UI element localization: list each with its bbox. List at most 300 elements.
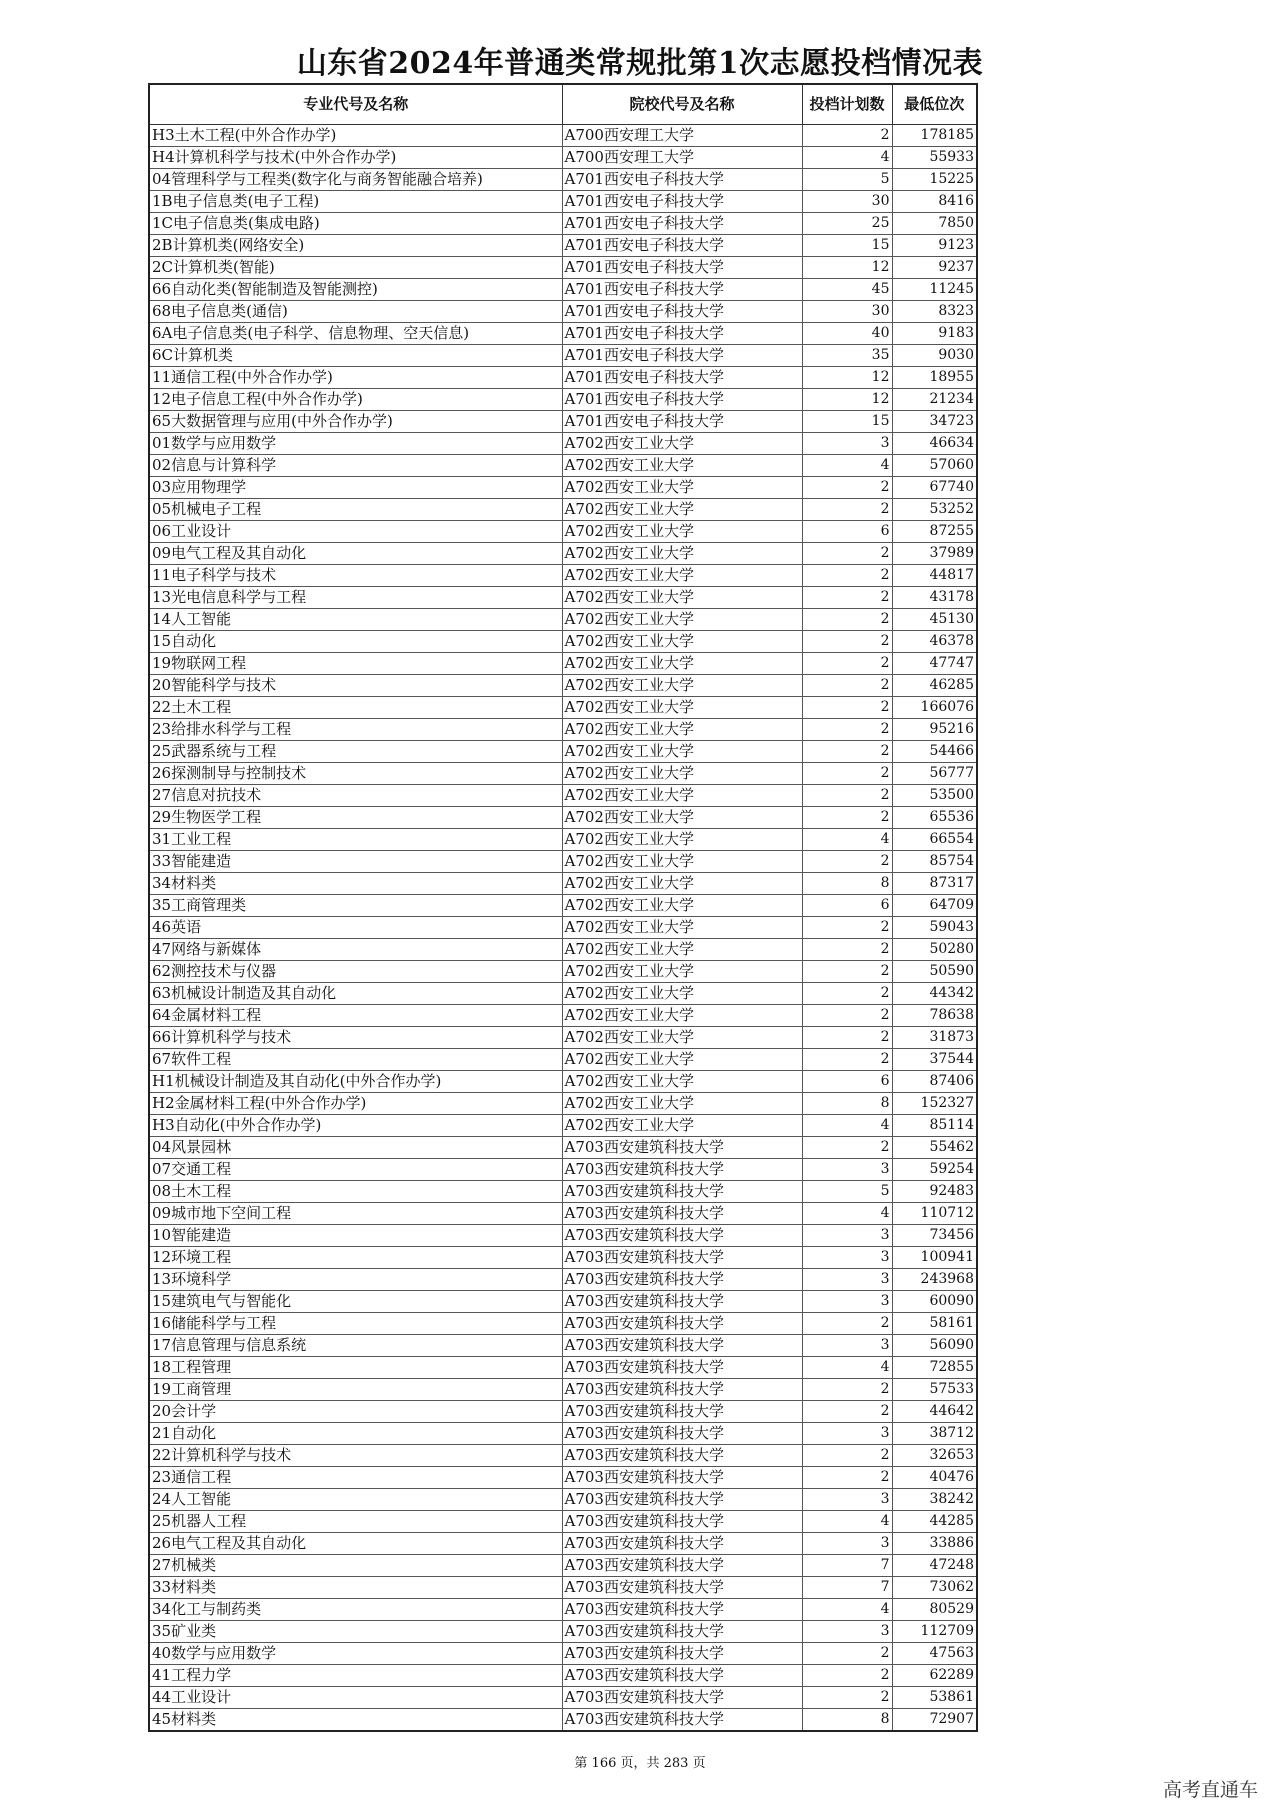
- plan-count-cell: 3: [802, 1423, 892, 1445]
- min-rank-cell: 73062: [892, 1577, 977, 1599]
- table-row: [149, 719, 977, 741]
- plan-count-cell: 8: [802, 1709, 892, 1732]
- major-cell: 33智能建造: [149, 851, 562, 873]
- school-cell: A702西安工业大学: [562, 1115, 802, 1137]
- min-rank-cell: 43178: [892, 587, 977, 609]
- header-plan: 投档计划数: [802, 84, 892, 125]
- school-cell: A702西安工业大学: [562, 477, 802, 499]
- plan-count-cell: 2: [802, 961, 892, 983]
- min-rank-cell: 87406: [892, 1071, 977, 1093]
- major-cell: 21自动化: [149, 1423, 562, 1445]
- min-rank-cell: 9237: [892, 257, 977, 279]
- school-cell: A702西安工业大学: [562, 499, 802, 521]
- plan-count-cell: 12: [802, 367, 892, 389]
- table-row: [149, 1313, 977, 1335]
- table-row: [149, 279, 977, 301]
- table-row: [149, 587, 977, 609]
- min-rank-cell: 53252: [892, 499, 977, 521]
- plan-count-cell: 4: [802, 147, 892, 169]
- min-rank-cell: 11245: [892, 279, 977, 301]
- major-cell: 11电子科学与技术: [149, 565, 562, 587]
- min-rank-cell: 44342: [892, 983, 977, 1005]
- major-cell: 67软件工程: [149, 1049, 562, 1071]
- min-rank-cell: 38242: [892, 1489, 977, 1511]
- major-cell: 06工业设计: [149, 521, 562, 543]
- major-cell: 62测控技术与仪器: [149, 961, 562, 983]
- min-rank-cell: 87317: [892, 873, 977, 895]
- min-rank-cell: 34723: [892, 411, 977, 433]
- table-row: [149, 565, 977, 587]
- plan-count-cell: 6: [802, 521, 892, 543]
- table-row: [149, 1621, 977, 1643]
- plan-count-cell: 3: [802, 1335, 892, 1357]
- school-cell: A702西安工业大学: [562, 719, 802, 741]
- min-rank-cell: 55462: [892, 1137, 977, 1159]
- plan-count-cell: 4: [802, 1357, 892, 1379]
- plan-count-cell: 2: [802, 587, 892, 609]
- plan-count-cell: 2: [802, 543, 892, 565]
- table-row: [149, 389, 977, 411]
- major-cell: 25武器系统与工程: [149, 741, 562, 763]
- major-cell: 10智能建造: [149, 1225, 562, 1247]
- major-cell: 23通信工程: [149, 1467, 562, 1489]
- school-cell: A702西安工业大学: [562, 983, 802, 1005]
- table-row: [149, 785, 977, 807]
- school-cell: A703西安建筑科技大学: [562, 1577, 802, 1599]
- major-cell: 25机器人工程: [149, 1511, 562, 1533]
- plan-count-cell: 2: [802, 477, 892, 499]
- major-cell: 27机械类: [149, 1555, 562, 1577]
- school-cell: A703西安建筑科技大学: [562, 1709, 802, 1732]
- school-cell: A702西安工业大学: [562, 785, 802, 807]
- major-cell: 09电气工程及其自动化: [149, 543, 562, 565]
- school-cell: A703西安建筑科技大学: [562, 1379, 802, 1401]
- min-rank-cell: 46378: [892, 631, 977, 653]
- school-cell: A701西安电子科技大学: [562, 257, 802, 279]
- table-row: [149, 763, 977, 785]
- plan-count-cell: 2: [802, 807, 892, 829]
- min-rank-cell: 64709: [892, 895, 977, 917]
- min-rank-cell: 44642: [892, 1401, 977, 1423]
- school-cell: A702西安工业大学: [562, 433, 802, 455]
- table-row: [149, 367, 977, 389]
- plan-count-cell: 3: [802, 1533, 892, 1555]
- min-rank-cell: 53861: [892, 1687, 977, 1709]
- min-rank-cell: 166076: [892, 697, 977, 719]
- min-rank-cell: 58161: [892, 1313, 977, 1335]
- school-cell: A702西安工业大学: [562, 807, 802, 829]
- school-cell: A701西安电子科技大学: [562, 411, 802, 433]
- plan-count-cell: 6: [802, 1071, 892, 1093]
- school-cell: A702西安工业大学: [562, 1071, 802, 1093]
- plan-count-cell: 2: [802, 1049, 892, 1071]
- plan-count-cell: 2: [802, 1137, 892, 1159]
- plan-count-cell: 35: [802, 345, 892, 367]
- table-row: [149, 609, 977, 631]
- table-row: [149, 257, 977, 279]
- table-row: [149, 983, 977, 1005]
- plan-count-cell: 3: [802, 1159, 892, 1181]
- school-cell: A702西安工业大学: [562, 631, 802, 653]
- table-row: [149, 675, 977, 697]
- table-row: [149, 939, 977, 961]
- table-row: [149, 1577, 977, 1599]
- table-row: [149, 1643, 977, 1665]
- table-row: [149, 411, 977, 433]
- school-cell: A700西安理工大学: [562, 147, 802, 169]
- plan-count-cell: 4: [802, 1599, 892, 1621]
- plan-count-cell: 5: [802, 169, 892, 191]
- table-row: [149, 1181, 977, 1203]
- school-cell: A702西安工业大学: [562, 873, 802, 895]
- min-rank-cell: 55933: [892, 147, 977, 169]
- school-cell: A703西安建筑科技大学: [562, 1159, 802, 1181]
- major-cell: 68电子信息类(通信): [149, 301, 562, 323]
- major-cell: 04管理科学与工程类(数字化与商务智能融合培养): [149, 169, 562, 191]
- min-rank-cell: 62289: [892, 1665, 977, 1687]
- plan-count-cell: 25: [802, 213, 892, 235]
- school-cell: A702西安工业大学: [562, 851, 802, 873]
- min-rank-cell: 85114: [892, 1115, 977, 1137]
- school-cell: A703西安建筑科技大学: [562, 1555, 802, 1577]
- plan-count-cell: 4: [802, 1115, 892, 1137]
- major-cell: 1B电子信息类(电子工程): [149, 191, 562, 213]
- major-cell: 14人工智能: [149, 609, 562, 631]
- table-row: [149, 1137, 977, 1159]
- school-cell: A703西安建筑科技大学: [562, 1225, 802, 1247]
- min-rank-cell: 47747: [892, 653, 977, 675]
- table-row: [149, 477, 977, 499]
- plan-count-cell: 15: [802, 235, 892, 257]
- school-cell: A700西安理工大学: [562, 125, 802, 147]
- plan-count-cell: 2: [802, 1665, 892, 1687]
- plan-count-cell: 2: [802, 1005, 892, 1027]
- major-cell: 40数学与应用数学: [149, 1643, 562, 1665]
- min-rank-cell: 85754: [892, 851, 977, 873]
- min-rank-cell: 67740: [892, 477, 977, 499]
- table-row: [149, 543, 977, 565]
- min-rank-cell: 8323: [892, 301, 977, 323]
- plan-count-cell: 2: [802, 917, 892, 939]
- min-rank-cell: 80529: [892, 1599, 977, 1621]
- min-rank-cell: 95216: [892, 719, 977, 741]
- plan-count-cell: 2: [802, 609, 892, 631]
- major-cell: H3土木工程(中外合作办学): [149, 125, 562, 147]
- page-number: 第 166 页，共 283 页: [574, 1756, 706, 1771]
- table-row: [149, 1445, 977, 1467]
- major-cell: 15建筑电气与智能化: [149, 1291, 562, 1313]
- min-rank-cell: 47563: [892, 1643, 977, 1665]
- min-rank-cell: 9123: [892, 235, 977, 257]
- major-cell: 08土木工程: [149, 1181, 562, 1203]
- major-cell: 34材料类: [149, 873, 562, 895]
- table-row: [149, 499, 977, 521]
- school-cell: A701西安电子科技大学: [562, 389, 802, 411]
- min-rank-cell: 7850: [892, 213, 977, 235]
- min-rank-cell: 56777: [892, 763, 977, 785]
- school-cell: A701西安电子科技大学: [562, 235, 802, 257]
- school-cell: A703西安建筑科技大学: [562, 1401, 802, 1423]
- table-row: [149, 1467, 977, 1489]
- major-cell: 09城市地下空间工程: [149, 1203, 562, 1225]
- plan-count-cell: 3: [802, 1291, 892, 1313]
- table-row: [149, 697, 977, 719]
- school-cell: A703西安建筑科技大学: [562, 1511, 802, 1533]
- min-rank-cell: 59043: [892, 917, 977, 939]
- plan-count-cell: 30: [802, 301, 892, 323]
- school-cell: A702西安工业大学: [562, 587, 802, 609]
- major-cell: 34化工与制药类: [149, 1599, 562, 1621]
- min-rank-cell: 65536: [892, 807, 977, 829]
- plan-count-cell: 3: [802, 1489, 892, 1511]
- plan-count-cell: 8: [802, 873, 892, 895]
- school-cell: A701西安电子科技大学: [562, 191, 802, 213]
- major-cell: 33材料类: [149, 1577, 562, 1599]
- min-rank-cell: 9030: [892, 345, 977, 367]
- school-cell: A701西安电子科技大学: [562, 213, 802, 235]
- major-cell: 6C计算机类: [149, 345, 562, 367]
- min-rank-cell: 59254: [892, 1159, 977, 1181]
- min-rank-cell: 44817: [892, 565, 977, 587]
- table-row: [149, 1247, 977, 1269]
- major-cell: H4计算机科学与技术(中外合作办学): [149, 147, 562, 169]
- school-cell: A701西安电子科技大学: [562, 323, 802, 345]
- plan-count-cell: 4: [802, 1203, 892, 1225]
- plan-count-cell: 2: [802, 741, 892, 763]
- min-rank-cell: 73456: [892, 1225, 977, 1247]
- min-rank-cell: 47248: [892, 1555, 977, 1577]
- table-row: [149, 1225, 977, 1247]
- school-cell: A702西安工业大学: [562, 1005, 802, 1027]
- plan-count-cell: 3: [802, 1225, 892, 1247]
- major-cell: 07交通工程: [149, 1159, 562, 1181]
- plan-count-cell: 2: [802, 1467, 892, 1489]
- plan-count-cell: 2: [802, 565, 892, 587]
- table-row: [149, 1665, 977, 1687]
- major-cell: H1机械设计制造及其自动化(中外合作办学): [149, 1071, 562, 1093]
- min-rank-cell: 21234: [892, 389, 977, 411]
- table-row: [149, 1203, 977, 1225]
- school-cell: A702西安工业大学: [562, 521, 802, 543]
- plan-count-cell: 2: [802, 1379, 892, 1401]
- major-cell: 66计算机科学与技术: [149, 1027, 562, 1049]
- table-row: [149, 301, 977, 323]
- plan-count-cell: 15: [802, 411, 892, 433]
- table-row: [149, 895, 977, 917]
- table-row: [149, 961, 977, 983]
- major-cell: 35工商管理类: [149, 895, 562, 917]
- plan-count-cell: 3: [802, 433, 892, 455]
- table-row: [149, 1555, 977, 1577]
- major-cell: 11通信工程(中外合作办学): [149, 367, 562, 389]
- min-rank-cell: 15225: [892, 169, 977, 191]
- plan-count-cell: 2: [802, 939, 892, 961]
- min-rank-cell: 87255: [892, 521, 977, 543]
- min-rank-cell: 37544: [892, 1049, 977, 1071]
- school-cell: A703西安建筑科技大学: [562, 1247, 802, 1269]
- school-cell: A703西安建筑科技大学: [562, 1357, 802, 1379]
- table-row: [149, 1401, 977, 1423]
- header-min-rank: 最低位次: [892, 84, 977, 125]
- table-row: [149, 1027, 977, 1049]
- min-rank-cell: 100941: [892, 1247, 977, 1269]
- major-cell: 17信息管理与信息系统: [149, 1335, 562, 1357]
- major-cell: 05机械电子工程: [149, 499, 562, 521]
- major-cell: 02信息与计算科学: [149, 455, 562, 477]
- major-cell: 46英语: [149, 917, 562, 939]
- school-cell: A702西安工业大学: [562, 1049, 802, 1071]
- major-cell: 2B计算机类(网络安全): [149, 235, 562, 257]
- min-rank-cell: 9183: [892, 323, 977, 345]
- major-cell: 13光电信息科学与工程: [149, 587, 562, 609]
- major-cell: 20会计学: [149, 1401, 562, 1423]
- major-cell: H3自动化(中外合作办学): [149, 1115, 562, 1137]
- table-row: [149, 1115, 977, 1137]
- major-cell: 26电气工程及其自动化: [149, 1533, 562, 1555]
- table-row: [149, 1709, 977, 1732]
- table-row: [149, 235, 977, 257]
- plan-count-cell: 2: [802, 125, 892, 147]
- school-cell: A703西安建筑科技大学: [562, 1445, 802, 1467]
- table-row: [149, 147, 977, 169]
- table-row: [149, 1159, 977, 1181]
- plan-count-cell: 2: [802, 1687, 892, 1709]
- table-row: [149, 1357, 977, 1379]
- school-cell: A702西安工业大学: [562, 961, 802, 983]
- table-row: [149, 653, 977, 675]
- table-row: [149, 1423, 977, 1445]
- min-rank-cell: 72855: [892, 1357, 977, 1379]
- table-row: [149, 521, 977, 543]
- min-rank-cell: 40476: [892, 1467, 977, 1489]
- plan-count-cell: 5: [802, 1181, 892, 1203]
- table-row: [149, 829, 977, 851]
- min-rank-cell: 56090: [892, 1335, 977, 1357]
- table-row: [149, 323, 977, 345]
- plan-count-cell: 2: [802, 785, 892, 807]
- major-cell: 64金属材料工程: [149, 1005, 562, 1027]
- plan-count-cell: 40: [802, 323, 892, 345]
- min-rank-cell: 37989: [892, 543, 977, 565]
- min-rank-cell: 152327: [892, 1093, 977, 1115]
- school-cell: A703西安建筑科技大学: [562, 1621, 802, 1643]
- major-cell: 27信息对抗技术: [149, 785, 562, 807]
- table-row: [149, 1335, 977, 1357]
- table-row: [149, 455, 977, 477]
- school-cell: A703西安建筑科技大学: [562, 1665, 802, 1687]
- plan-count-cell: 2: [802, 763, 892, 785]
- min-rank-cell: 57533: [892, 1379, 977, 1401]
- major-cell: 16储能科学与工程: [149, 1313, 562, 1335]
- table-row: [149, 1093, 977, 1115]
- table-row: [149, 213, 977, 235]
- major-cell: 19物联网工程: [149, 653, 562, 675]
- school-cell: A702西安工业大学: [562, 455, 802, 477]
- table-row: [149, 125, 977, 147]
- table-row: [149, 873, 977, 895]
- min-rank-cell: 66554: [892, 829, 977, 851]
- table-row: [149, 1687, 977, 1709]
- table-row: [149, 1005, 977, 1027]
- school-cell: A702西安工业大学: [562, 565, 802, 587]
- min-rank-cell: 110712: [892, 1203, 977, 1225]
- major-cell: 31工业工程: [149, 829, 562, 851]
- plan-count-cell: 45: [802, 279, 892, 301]
- major-cell: 22计算机科学与技术: [149, 1445, 562, 1467]
- min-rank-cell: 178185: [892, 125, 977, 147]
- plan-count-cell: 7: [802, 1577, 892, 1599]
- admission-table: [148, 83, 978, 1732]
- major-cell: 47网络与新媒体: [149, 939, 562, 961]
- plan-count-cell: 12: [802, 257, 892, 279]
- plan-count-cell: 8: [802, 1093, 892, 1115]
- school-cell: A702西安工业大学: [562, 895, 802, 917]
- school-cell: A701西安电子科技大学: [562, 301, 802, 323]
- table-row: [149, 631, 977, 653]
- plan-count-cell: 4: [802, 455, 892, 477]
- plan-count-cell: 2: [802, 1313, 892, 1335]
- table-row: [149, 1379, 977, 1401]
- plan-count-cell: 3: [802, 1269, 892, 1291]
- school-cell: A702西安工业大学: [562, 1093, 802, 1115]
- school-cell: A703西安建筑科技大学: [562, 1291, 802, 1313]
- header-school: 院校代号及名称: [562, 84, 802, 125]
- min-rank-cell: 46634: [892, 433, 977, 455]
- plan-count-cell: 2: [802, 499, 892, 521]
- school-cell: A703西安建筑科技大学: [562, 1269, 802, 1291]
- plan-count-cell: 4: [802, 1511, 892, 1533]
- school-cell: A703西安建筑科技大学: [562, 1137, 802, 1159]
- min-rank-cell: 32653: [892, 1445, 977, 1467]
- min-rank-cell: 50280: [892, 939, 977, 961]
- min-rank-cell: 45130: [892, 609, 977, 631]
- major-cell: 35矿业类: [149, 1621, 562, 1643]
- major-cell: 19工商管理: [149, 1379, 562, 1401]
- plan-count-cell: 2: [802, 1401, 892, 1423]
- school-cell: A702西安工业大学: [562, 675, 802, 697]
- major-cell: 6A电子信息类(电子科学、信息物理、空天信息): [149, 323, 562, 345]
- table-row: [149, 1269, 977, 1291]
- plan-count-cell: 2: [802, 631, 892, 653]
- table-row: [149, 917, 977, 939]
- school-cell: A703西安建筑科技大学: [562, 1423, 802, 1445]
- school-cell: A703西安建筑科技大学: [562, 1467, 802, 1489]
- major-cell: 20智能科学与技术: [149, 675, 562, 697]
- plan-count-cell: 2: [802, 675, 892, 697]
- min-rank-cell: 60090: [892, 1291, 977, 1313]
- school-cell: A702西安工业大学: [562, 543, 802, 565]
- min-rank-cell: 8416: [892, 191, 977, 213]
- major-cell: 65大数据管理与应用(中外合作办学): [149, 411, 562, 433]
- min-rank-cell: 243968: [892, 1269, 977, 1291]
- major-cell: 44工业设计: [149, 1687, 562, 1709]
- school-cell: A703西安建筑科技大学: [562, 1203, 802, 1225]
- major-cell: 13环境科学: [149, 1269, 562, 1291]
- min-rank-cell: 44285: [892, 1511, 977, 1533]
- school-cell: A701西安电子科技大学: [562, 367, 802, 389]
- table-row: [149, 851, 977, 873]
- min-rank-cell: 78638: [892, 1005, 977, 1027]
- min-rank-cell: 31873: [892, 1027, 977, 1049]
- major-cell: 18工程管理: [149, 1357, 562, 1379]
- plan-count-cell: 3: [802, 1621, 892, 1643]
- min-rank-cell: 54466: [892, 741, 977, 763]
- school-cell: A702西安工业大学: [562, 697, 802, 719]
- school-cell: A702西安工业大学: [562, 917, 802, 939]
- major-cell: 03应用物理学: [149, 477, 562, 499]
- major-cell: 63机械设计制造及其自动化: [149, 983, 562, 1005]
- school-cell: A702西安工业大学: [562, 829, 802, 851]
